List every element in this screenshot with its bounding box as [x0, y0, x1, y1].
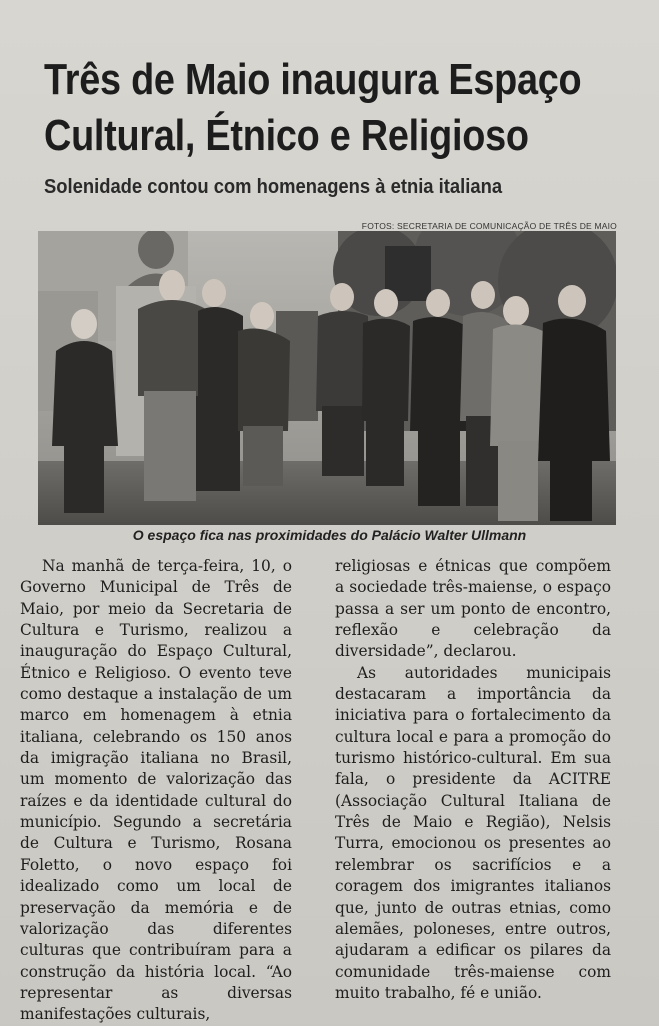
column-1-paragraph: Na manhã de terça-feira, 10, o Governo Municipal de Três de Maio, por meio da Secretaria de Cultura e Turismo, realizou a inauguração do Espaço Cultural, Étnico e Religioso. O evento teve como destaque a instalação de um marco em homenagem à etnia italiana, celebrando os 150 anos da imigração italiana no Brasil, um momento de valorização das raízes e da identidade cultural do município. Segundo a secretária de Cultura e Turismo, Rosana Foletto, o novo espaço foi idealizado como um local de preservação da memória e de valorização das diferentes culturas que contribuíram para a construção da história local. “Ao representar as diversas manifestações culturais,: [20, 557, 292, 1024]
photo-credit: FOTOS: SECRETARIA DE COMUNICAÇÃO DE TRÊS DE MAIO: [361, 221, 617, 231]
headline-line-2: Cultural, Étnico e Religioso: [44, 111, 529, 160]
column-2-paragraph-2: As autoridades municipais destacaram a importância da iniciativa para o fortalecimento da cultura local e para a promoção do turismo histórico-cultural. Em sua fala, o presidente da ACITRE (Associação Cultural Italiana de Três de Maio e Região), Nelsis Turra, emocionou os presentes ao relembrar os sacrifícios e a coragem dos imigrantes italianos que, junto de outras etnias, como alemães, poloneses, entre outros, ajudaram a edificar os pilares da comunidade três-maiense com muito trabalho, fé e união.: [335, 663, 611, 1002]
headline: [44, 52, 582, 164]
article-column-2: [335, 556, 611, 1004]
headline-line-1: Três de Maio inaugura Espaço: [44, 55, 582, 104]
article-column-1: [20, 556, 292, 1026]
group-photo: [38, 231, 616, 525]
column-2-paragraph-1: religiosas e étnicas que compõem a sociedade três-maiense, o espaço passa a ser um ponto de encontro, reflexão e celebração da diversidade”, declarou.: [335, 557, 611, 661]
subtitle: Solenidade contou com homenagens à etnia italiana: [44, 176, 503, 198]
photo-caption: O espaço fica nas proximidades do Palácio Walter Ullmann: [132, 527, 527, 543]
